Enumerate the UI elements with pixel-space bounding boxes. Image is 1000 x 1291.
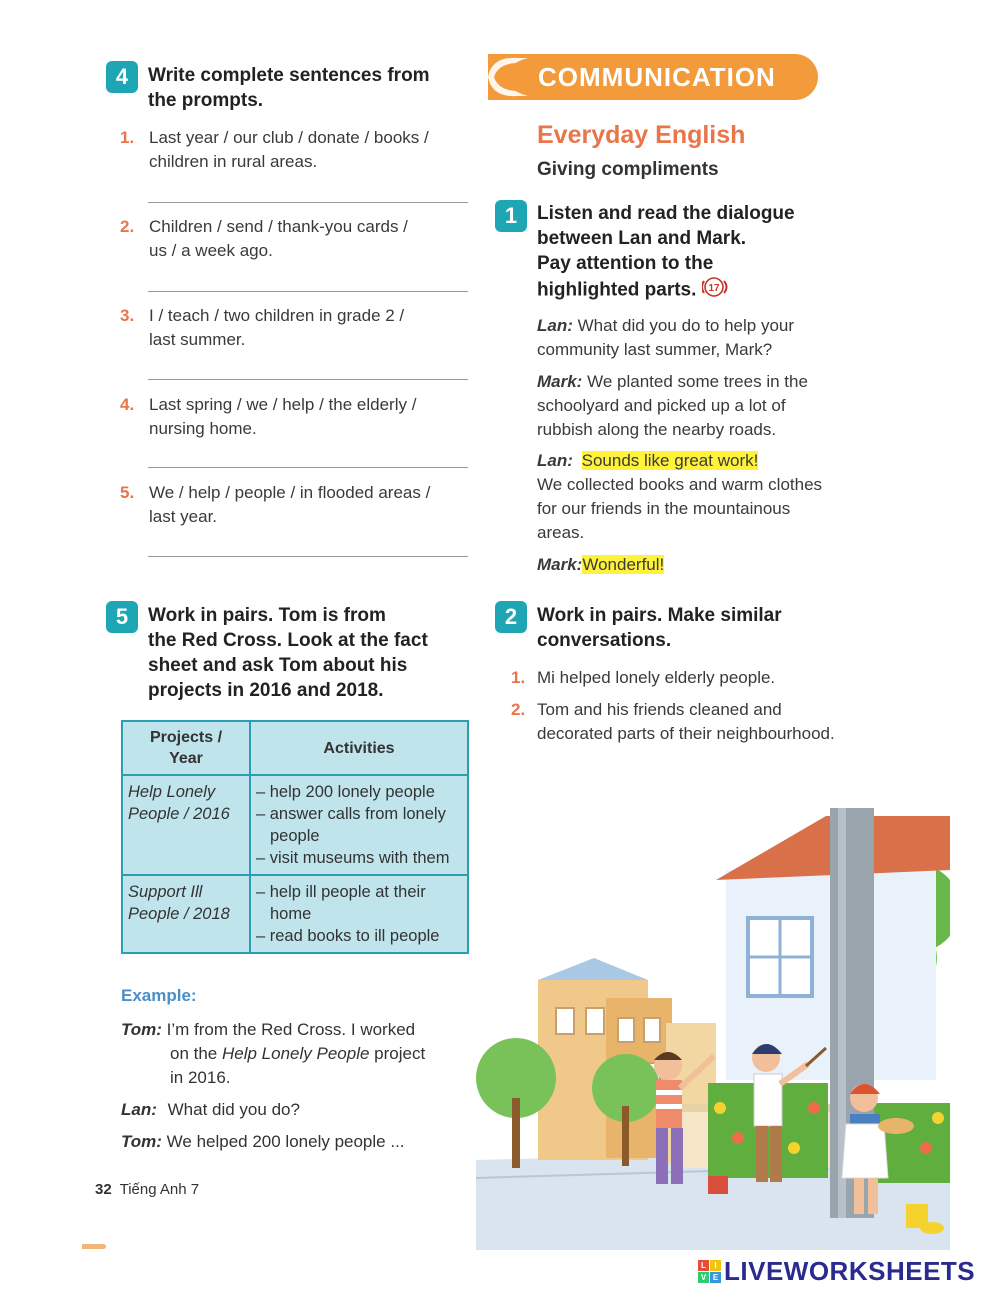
- exercise-5-title-line-3: sheet and ask Tom about his: [148, 655, 408, 676]
- section-heading: Everyday English: [537, 121, 746, 149]
- answer-line-1[interactable]: [148, 202, 468, 203]
- project-cell: [122, 875, 250, 953]
- example-text: What did you do?: [167, 1100, 300, 1119]
- speaker-name: Tom:: [121, 1132, 162, 1151]
- exercise-1-badge: 1: [495, 200, 527, 232]
- exercise-1-title-line-3: Pay attention to the: [537, 253, 714, 274]
- highlighted-compliment: Sounds like great work!: [581, 451, 759, 470]
- item-number: 2.: [511, 700, 526, 719]
- item-number: 1.: [511, 668, 526, 687]
- exercise-5-badge: 5: [106, 601, 138, 633]
- exercise-4-title-line-1: Write complete sentences from: [148, 65, 430, 86]
- example-line-lan: [121, 1098, 300, 1122]
- dialogue-text: for our friends in the mountainous: [537, 499, 791, 518]
- dialogue-line-mark-1: [537, 370, 867, 442]
- activities-cell: [250, 875, 468, 953]
- fact-sheet-table: [121, 720, 469, 954]
- header-projects-label: Projects /: [149, 729, 223, 746]
- activity-item: – visit museums with them: [256, 849, 450, 867]
- dialogue-text: areas.: [537, 523, 585, 542]
- exercise-1-title-line-1: Listen and read the dialogue: [537, 203, 795, 224]
- header-activities: Activities: [250, 721, 468, 775]
- exercise-5-title-line-4: projects in 2016 and 2018.: [148, 680, 384, 701]
- activity-item: – read books to ill people: [256, 927, 440, 945]
- conversation-item-1: [511, 666, 891, 690]
- item-text: Tom and his friends cleaned and: [537, 700, 782, 719]
- example-label: Example:: [121, 986, 197, 1005]
- liveworksheets-brand: LIVEWORKSHEETS: [724, 1255, 976, 1286]
- logo-letter-i: I: [710, 1260, 721, 1271]
- logo-letter-l: L: [698, 1260, 709, 1271]
- page-number: 32: [95, 1181, 112, 1198]
- table-row: [122, 875, 468, 953]
- prompt-text-line-2: us / a week ago.: [149, 241, 273, 260]
- prompt-item-5: [120, 481, 470, 529]
- prompt-item-1: [120, 126, 470, 174]
- activity-item: – help 200 lonely people: [256, 783, 435, 801]
- prompt-number: 1.: [120, 128, 135, 147]
- project-year: People / 2018: [128, 905, 230, 923]
- prompt-number: 3.: [120, 306, 135, 325]
- answer-line-3[interactable]: [148, 379, 468, 380]
- exercise-1-title-line-4: highlighted parts.: [537, 279, 697, 301]
- example-text: I’m from the Red Cross. I worked: [166, 1020, 416, 1039]
- audio-track-number: 17: [708, 283, 720, 294]
- header-year-label: Year: [169, 750, 203, 767]
- speaker-name: Mark:: [537, 372, 583, 391]
- table-row: [122, 775, 468, 875]
- book-title: Tiếng Anh 7: [119, 1181, 200, 1198]
- speaker-name: Tom:: [121, 1020, 162, 1039]
- activity-item: – answer calls from lonely people: [256, 805, 446, 845]
- project-name: Support Ill: [128, 883, 203, 901]
- project-name-italic: Help Lonely People: [222, 1044, 370, 1063]
- prompt-text-line-1: I / teach / two children in grade 2 /: [149, 306, 405, 325]
- dialogue-text: We collected books and warm clothes: [537, 475, 823, 494]
- speaker-name: Lan:: [537, 451, 573, 470]
- exercise-4-title-line-2: the prompts.: [148, 90, 264, 111]
- exercise-5-title-line-2: the Red Cross. Look at the fact: [148, 630, 428, 651]
- dialogue-text: We planted some trees in the: [587, 372, 808, 391]
- answer-line-5[interactable]: [148, 556, 468, 557]
- exercise-5-title-line-1: Work in pairs. Tom is from: [148, 605, 386, 626]
- answer-line-2[interactable]: [148, 291, 468, 292]
- exercise-1-title-line-2: between Lan and Mark.: [537, 228, 747, 249]
- example-text: in 2016.: [170, 1068, 231, 1087]
- prompt-item-3: [120, 304, 470, 352]
- project-year: People / 2016: [128, 805, 230, 823]
- speaker-name: Lan:: [537, 316, 573, 335]
- prompt-text-line-2: children in rural areas.: [149, 152, 318, 171]
- exercise-2-title-line-1: Work in pairs. Make similar: [537, 605, 782, 626]
- dialogue-text: rubbish along the nearby roads.: [537, 420, 777, 439]
- banner-swoosh-icon: [488, 54, 538, 100]
- example-text: on the: [170, 1044, 222, 1063]
- activities-cell: [250, 775, 468, 875]
- exercise-5-title: [148, 603, 478, 703]
- dialogue-text: schoolyard and picked up a lot of: [537, 396, 786, 415]
- prompt-text-line-2: last summer.: [149, 330, 246, 349]
- example-line-tom-2: [121, 1130, 405, 1154]
- table-header-row: [122, 721, 468, 775]
- dialogue-line-mark-2: [537, 553, 867, 577]
- prompt-text-line-1: Children / send / thank-you cards /: [149, 217, 408, 236]
- prompt-text-line-1: Last year / our club / donate / books /: [149, 128, 429, 147]
- example-text: We helped 200 lonely people ...: [166, 1132, 405, 1151]
- prompt-text-line-1: We / help / people / in flooded areas /: [149, 483, 431, 502]
- example-line-tom-1: [121, 1018, 471, 1042]
- liveworksheets-logo[interactable]: [698, 1256, 975, 1286]
- liveworksheets-icon: [698, 1260, 721, 1283]
- prompt-text-line-2: last year.: [149, 507, 218, 526]
- prompt-number: 5.: [120, 483, 135, 502]
- exercise-2-title-line-2: conversations.: [537, 630, 672, 651]
- logo-letter-v: V: [698, 1272, 709, 1283]
- logo-letter-e: E: [710, 1272, 721, 1283]
- exercise-2-badge: 2: [495, 601, 527, 633]
- header-projects-year: [122, 721, 250, 775]
- exercise-4-title: [148, 63, 478, 113]
- dialogue-line-lan-2: [537, 449, 867, 545]
- exercise-1-title: [537, 201, 857, 305]
- speaker-name: Mark:: [537, 555, 583, 574]
- prompt-number: 4.: [120, 395, 135, 414]
- prompt-text-line-1: Last spring / we / help / the elderly /: [149, 395, 417, 414]
- page-corner-mark: [82, 1244, 106, 1249]
- item-text: decorated parts of their neighbourhood.: [537, 724, 835, 743]
- conversation-item-2: [511, 698, 891, 746]
- exercise-2-title: [537, 603, 867, 653]
- exercise-4-badge: 4: [106, 61, 138, 93]
- neighbourhood-illustration: [476, 808, 950, 1250]
- prompt-number: 2.: [120, 217, 135, 236]
- page-footer: [95, 1181, 199, 1198]
- dialogue-line-lan-1: [537, 314, 867, 362]
- prompt-item-4: [120, 393, 470, 441]
- banner-title: COMMUNICATION: [538, 62, 776, 92]
- dialogue-text: What did you do to help your: [577, 316, 795, 335]
- dialogue-text: community last summer, Mark?: [537, 340, 773, 359]
- audio-track-icon[interactable]: [702, 276, 732, 305]
- speaker-name: Lan:: [121, 1100, 157, 1119]
- example-line-tom-1-cont: [170, 1042, 470, 1090]
- answer-line-4[interactable]: [148, 467, 468, 468]
- example-text: project: [369, 1044, 426, 1063]
- item-text: Mi helped lonely elderly people.: [537, 668, 776, 687]
- project-cell: [122, 775, 250, 875]
- prompt-item-2: [120, 215, 470, 263]
- prompt-text-line-2: nursing home.: [149, 419, 257, 438]
- section-subheading: Giving compliments: [537, 159, 719, 180]
- activity-item: – help ill people at their home: [256, 883, 426, 923]
- highlighted-compliment: Wonderful!: [582, 555, 665, 574]
- project-name: Help Lonely: [128, 783, 216, 801]
